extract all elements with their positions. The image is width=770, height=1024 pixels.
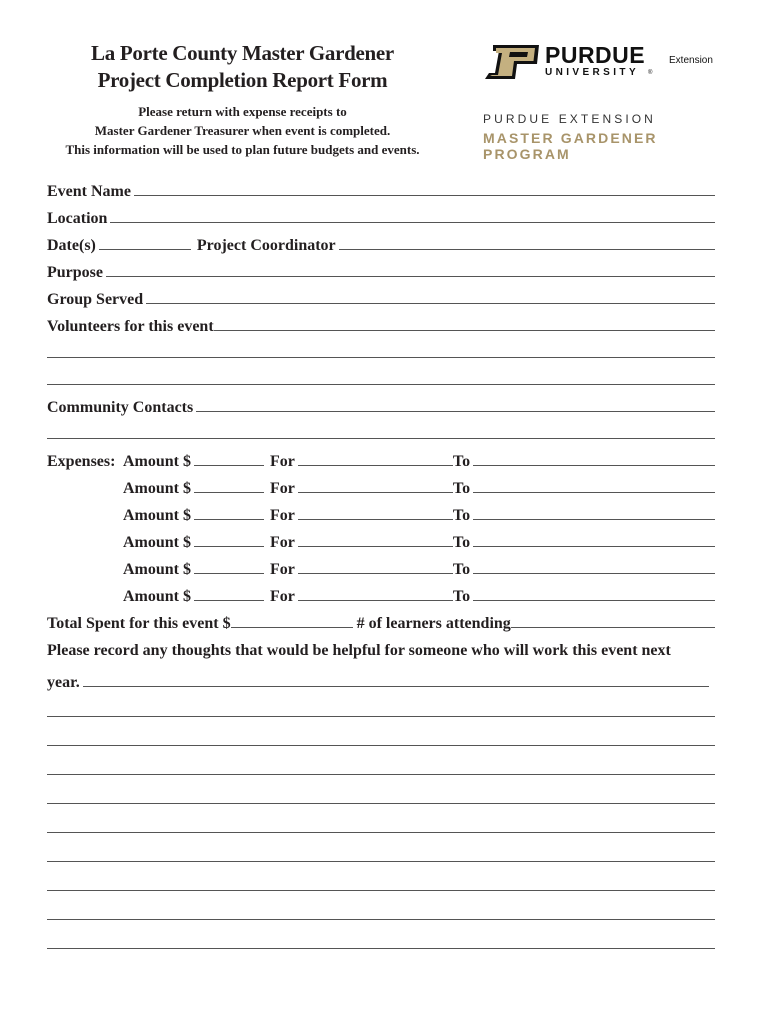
report-form bbox=[47, 174, 715, 953]
volunteers-field-2[interactable] bbox=[47, 357, 715, 358]
dates-row bbox=[47, 228, 715, 255]
location-row bbox=[47, 201, 715, 228]
notes-field[interactable] bbox=[47, 861, 715, 862]
community-contacts-field[interactable] bbox=[196, 411, 715, 412]
notes-prompt: Please record any thoughts that would be helpful for someone who will work this event next bbox=[47, 642, 671, 659]
to-label: To bbox=[452, 534, 471, 551]
community-contacts-extra-line bbox=[47, 417, 715, 444]
group-served-row bbox=[47, 282, 715, 309]
registered-mark: ® bbox=[648, 70, 653, 76]
instruction-line-2: Master Gardener Treasurer when event is completed. bbox=[94, 123, 391, 138]
event-name-row bbox=[47, 174, 715, 201]
for-label: For bbox=[270, 561, 295, 578]
event-name-label: Event Name bbox=[47, 183, 131, 200]
volunteers-field-3[interactable] bbox=[47, 384, 715, 385]
totals-row bbox=[47, 606, 715, 633]
volunteers-label: Volunteers for this event bbox=[47, 318, 214, 335]
purpose-row bbox=[47, 255, 715, 282]
community-contacts-row bbox=[47, 390, 715, 417]
to-label: To bbox=[452, 561, 471, 578]
university-wordmark: UNIVERSITY bbox=[545, 67, 640, 78]
for-field[interactable] bbox=[298, 519, 453, 520]
extension-wordmark: Extension bbox=[669, 55, 713, 66]
notes-field[interactable] bbox=[47, 832, 715, 833]
for-label: For bbox=[270, 507, 295, 524]
expenses-label: Expenses: bbox=[47, 453, 116, 470]
notes-field[interactable] bbox=[47, 745, 715, 746]
to-field[interactable] bbox=[473, 519, 715, 520]
community-contacts-field-2[interactable] bbox=[47, 438, 715, 439]
amount-field[interactable] bbox=[194, 573, 264, 574]
notes-prompt-year: year. bbox=[47, 674, 80, 691]
for-field[interactable] bbox=[298, 600, 453, 601]
to-label: To bbox=[452, 588, 471, 605]
title-line-1: La Porte County Master Gardener bbox=[91, 41, 394, 65]
to-field[interactable] bbox=[473, 492, 715, 493]
program-purdue-extension: PURDUE EXTENSION bbox=[483, 112, 656, 126]
notes-line bbox=[47, 750, 715, 779]
expense-row bbox=[47, 525, 715, 552]
purpose-field[interactable] bbox=[106, 276, 715, 277]
project-coordinator-label: Project Coordinator bbox=[196, 237, 336, 254]
purpose-label: Purpose bbox=[47, 264, 103, 281]
notes-field[interactable] bbox=[47, 919, 715, 920]
notes-line bbox=[47, 721, 715, 750]
volunteers-extra-line-1 bbox=[47, 336, 715, 363]
amount-label: Amount $ bbox=[123, 534, 192, 551]
for-label: For bbox=[270, 453, 295, 470]
purdue-extension-logo bbox=[483, 42, 723, 162]
expense-row bbox=[47, 552, 715, 579]
amount-label: Amount $ bbox=[123, 453, 192, 470]
for-label: For bbox=[270, 534, 295, 551]
notes-field[interactable] bbox=[47, 774, 715, 775]
for-label: For bbox=[270, 480, 295, 497]
notes-field[interactable] bbox=[47, 716, 715, 717]
total-spent-label: Total Spent for this event $ bbox=[47, 615, 231, 632]
community-contacts-label: Community Contacts bbox=[47, 399, 194, 416]
notes-field[interactable] bbox=[47, 803, 715, 804]
notes-line bbox=[47, 866, 715, 895]
form-header bbox=[40, 40, 445, 159]
dates-field[interactable] bbox=[99, 249, 191, 250]
notes-line bbox=[47, 808, 715, 837]
amount-label: Amount $ bbox=[123, 588, 192, 605]
location-label: Location bbox=[47, 210, 108, 227]
learners-field[interactable] bbox=[511, 627, 715, 628]
volunteers-row bbox=[47, 309, 715, 336]
group-served-field[interactable] bbox=[146, 303, 715, 304]
expense-row bbox=[47, 579, 715, 606]
to-field[interactable] bbox=[473, 573, 715, 574]
instruction-line-1: Please return with expense receipts to bbox=[138, 104, 347, 119]
project-coordinator-field[interactable] bbox=[339, 249, 715, 250]
notes-field[interactable] bbox=[47, 890, 715, 891]
to-label: To bbox=[452, 507, 471, 524]
purdue-p-icon bbox=[483, 44, 541, 80]
to-label: To bbox=[452, 480, 471, 497]
group-served-label: Group Served bbox=[47, 291, 144, 308]
total-spent-field[interactable] bbox=[231, 627, 353, 628]
notes-line bbox=[47, 837, 715, 866]
notes-line bbox=[47, 692, 715, 721]
title-line-2: Project Completion Report Form bbox=[97, 68, 388, 92]
notes-field[interactable] bbox=[47, 948, 715, 949]
form-title bbox=[40, 40, 445, 94]
for-field[interactable] bbox=[298, 546, 453, 547]
for-label: For bbox=[270, 588, 295, 605]
instructions bbox=[40, 102, 445, 159]
expense-row bbox=[47, 471, 715, 498]
notes-line bbox=[47, 895, 715, 924]
event-name-field[interactable] bbox=[134, 195, 715, 196]
amount-label: Amount $ bbox=[123, 507, 192, 524]
to-field[interactable] bbox=[473, 546, 715, 547]
amount-label: Amount $ bbox=[123, 480, 192, 497]
expense-row bbox=[47, 444, 715, 471]
volunteers-field[interactable] bbox=[214, 330, 715, 331]
dates-label: Date(s) bbox=[47, 237, 96, 254]
amount-field[interactable] bbox=[194, 465, 264, 466]
amount-field[interactable] bbox=[194, 546, 264, 547]
location-field[interactable] bbox=[110, 222, 715, 223]
notes-prompt-row bbox=[47, 633, 715, 660]
learners-label: # of learners attending bbox=[356, 615, 511, 632]
amount-field[interactable] bbox=[194, 519, 264, 520]
to-label: To bbox=[452, 453, 471, 470]
notes-prompt-row-2 bbox=[47, 660, 715, 692]
amount-field[interactable] bbox=[194, 600, 264, 601]
notes-line bbox=[47, 779, 715, 808]
notes-line bbox=[47, 924, 715, 953]
for-field[interactable] bbox=[298, 492, 453, 493]
amount-label: Amount $ bbox=[123, 561, 192, 578]
to-field[interactable] bbox=[473, 465, 715, 466]
amount-field[interactable] bbox=[194, 492, 264, 493]
for-field[interactable] bbox=[298, 465, 453, 466]
expense-row bbox=[47, 498, 715, 525]
program-master-gardener: MASTER GARDENER PROGRAM bbox=[483, 130, 658, 162]
purdue-wordmark: PURDUE bbox=[545, 42, 646, 68]
to-field[interactable] bbox=[473, 600, 715, 601]
notes-field-1[interactable] bbox=[83, 686, 709, 687]
volunteers-extra-line-2 bbox=[47, 363, 715, 390]
instruction-line-3: This information will be used to plan future budgets and events. bbox=[65, 142, 420, 157]
for-field[interactable] bbox=[298, 573, 453, 574]
